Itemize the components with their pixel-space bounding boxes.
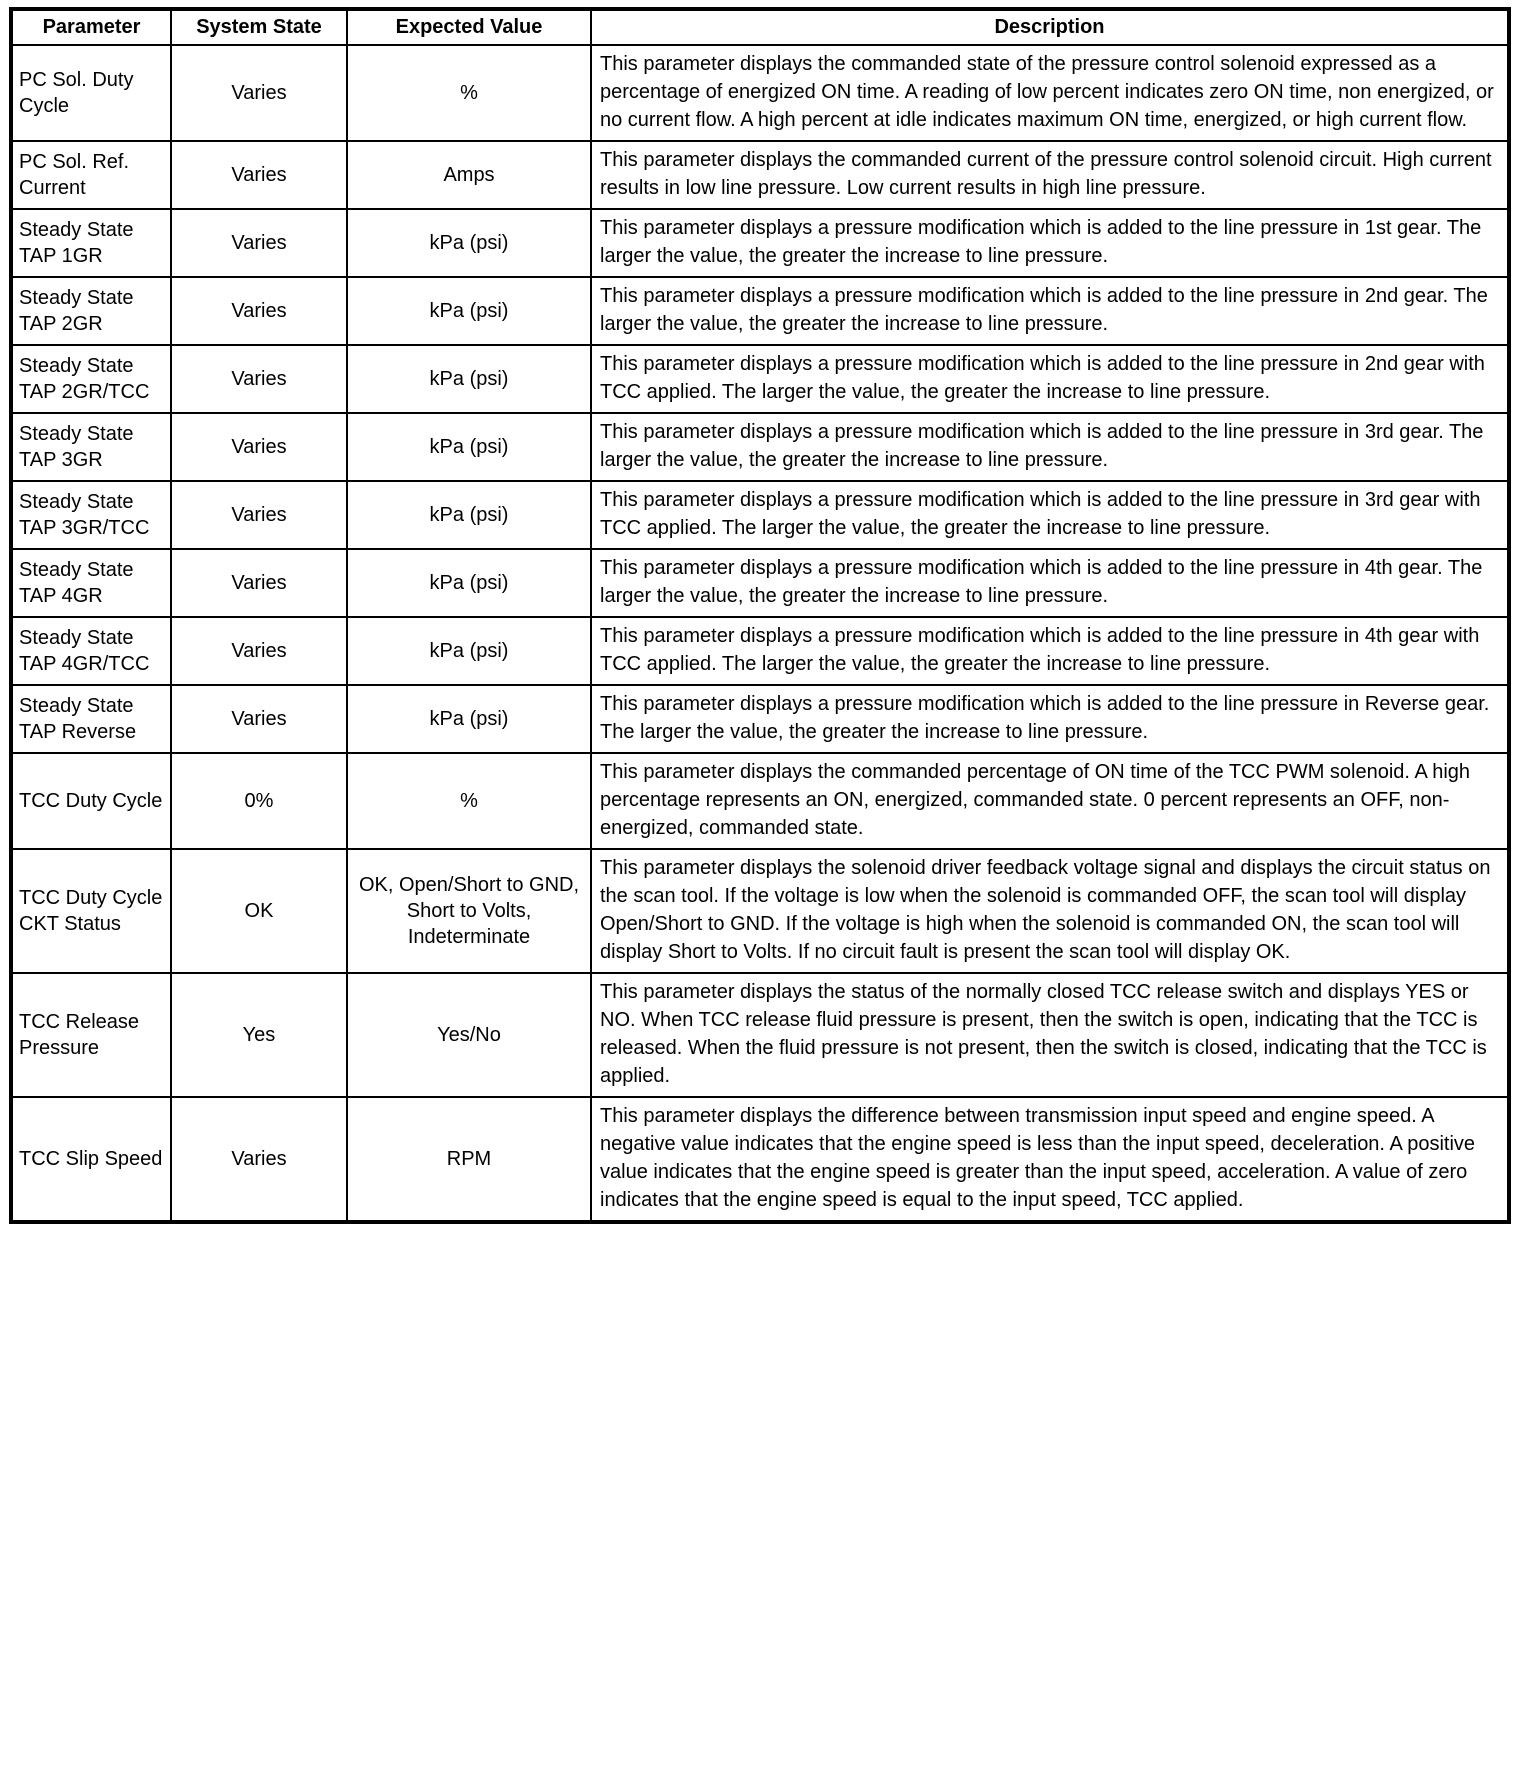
table-row: [11, 277, 1509, 345]
description-cell: This parameter displays a pressure modification which is added to the line pressure in 4th gear. The larger the value, the greater the increase to line pressure.: [591, 549, 1509, 617]
parameter-cell: Steady State TAP 1GR: [11, 209, 171, 277]
expected-value-cell: kPa (psi): [347, 209, 591, 277]
table-row: [11, 849, 1509, 973]
system-state-cell: Varies: [171, 481, 347, 549]
description-cell: This parameter displays a pressure modification which is added to the line pressure in 3rd gear. The larger the value, the greater the increase to line pressure.: [591, 413, 1509, 481]
description-cell: This parameter displays a pressure modification which is added to the line pressure in 2nd gear with TCC applied. The larger the value, the greater the increase to line pressure.: [591, 345, 1509, 413]
expected-value-cell: OK, Open/Short to GND, Short to Volts, Indeterminate: [347, 849, 591, 973]
expected-value-cell: RPM: [347, 1097, 591, 1222]
expected-value-cell: kPa (psi): [347, 481, 591, 549]
parameter-cell: TCC Duty Cycle: [11, 753, 171, 849]
system-state-cell: Varies: [171, 1097, 347, 1222]
parameter-cell: PC Sol. Duty Cycle: [11, 45, 171, 141]
col-header-parameter: Parameter: [11, 9, 171, 45]
parameter-cell: PC Sol. Ref. Current: [11, 141, 171, 209]
system-state-cell: Varies: [171, 413, 347, 481]
table-row: [11, 617, 1509, 685]
description-cell: This parameter displays a pressure modification which is added to the line pressure in 1st gear. The larger the value, the greater the increase to line pressure.: [591, 209, 1509, 277]
expected-value-cell: Yes/No: [347, 973, 591, 1097]
description-cell: This parameter displays the commanded state of the pressure control solenoid expressed as a percentage of energized ON time. A reading of low percent indicates zero ON time, non energized, or no current flow. A high percent at idle indicates maximum ON time, energized, or high current flow.: [591, 45, 1509, 141]
description-cell: This parameter displays the difference between transmission input speed and engine speed. A negative value indicates that the engine speed is less than the input speed, deceleration. A positive value indicates that the engine speed is greater than the input speed, acceleration. A value of zero indicates that the engine speed is equal to the input speed, TCC applied.: [591, 1097, 1509, 1222]
parameter-cell: Steady State TAP Reverse: [11, 685, 171, 753]
table-row: [11, 973, 1509, 1097]
parameter-cell: Steady State TAP 4GR: [11, 549, 171, 617]
expected-value-cell: Amps: [347, 141, 591, 209]
table-row: [11, 1097, 1509, 1222]
expected-value-cell: %: [347, 45, 591, 141]
system-state-cell: 0%: [171, 753, 347, 849]
header-row: [11, 9, 1509, 45]
system-state-cell: Varies: [171, 549, 347, 617]
description-cell: This parameter displays a pressure modification which is added to the line pressure in 3rd gear with TCC applied. The larger the value, the greater the increase to line pressure.: [591, 481, 1509, 549]
parameter-cell: Steady State TAP 2GR: [11, 277, 171, 345]
table-row: [11, 45, 1509, 141]
expected-value-cell: kPa (psi): [347, 617, 591, 685]
parameter-cell: Steady State TAP 3GR/TCC: [11, 481, 171, 549]
system-state-cell: Varies: [171, 617, 347, 685]
description-cell: This parameter displays a pressure modification which is added to the line pressure in 4th gear with TCC applied. The larger the value, the greater the increase to line pressure.: [591, 617, 1509, 685]
parameter-table: [9, 7, 1511, 1224]
description-cell: This parameter displays the status of the normally closed TCC release switch and displays YES or NO. When TCC release fluid pressure is present, then the switch is open, indicating that the TCC is released. When the fluid pressure is not present, then the switch is closed, indicating that the TCC is applied.: [591, 973, 1509, 1097]
parameter-cell: TCC Release Pressure: [11, 973, 171, 1097]
system-state-cell: Varies: [171, 685, 347, 753]
table-row: [11, 685, 1509, 753]
expected-value-cell: kPa (psi): [347, 549, 591, 617]
system-state-cell: Varies: [171, 345, 347, 413]
description-cell: This parameter displays the solenoid driver feedback voltage signal and displays the circuit status on the scan tool. If the voltage is low when the solenoid is commanded OFF, the scan tool will display Open/Short to GND. If the voltage is high when the solenoid is commanded ON, the scan tool will display Short to Volts. If no circuit fault is present the scan tool will display OK.: [591, 849, 1509, 973]
table-row: [11, 413, 1509, 481]
description-cell: This parameter displays a pressure modification which is added to the line pressure in Reverse gear. The larger the value, the greater the increase to line pressure.: [591, 685, 1509, 753]
table-row: [11, 549, 1509, 617]
system-state-cell: Varies: [171, 209, 347, 277]
parameter-cell: Steady State TAP 2GR/TCC: [11, 345, 171, 413]
table-row: [11, 209, 1509, 277]
description-cell: This parameter displays a pressure modification which is added to the line pressure in 2nd gear. The larger the value, the greater the increase to line pressure.: [591, 277, 1509, 345]
col-header-expected-value: Expected Value: [347, 9, 591, 45]
expected-value-cell: kPa (psi): [347, 413, 591, 481]
parameter-cell: TCC Duty Cycle CKT Status: [11, 849, 171, 973]
table-row: [11, 141, 1509, 209]
system-state-cell: Varies: [171, 141, 347, 209]
table-row: [11, 481, 1509, 549]
system-state-cell: Varies: [171, 277, 347, 345]
system-state-cell: OK: [171, 849, 347, 973]
expected-value-cell: kPa (psi): [347, 345, 591, 413]
expected-value-cell: %: [347, 753, 591, 849]
col-header-system-state: System State: [171, 9, 347, 45]
system-state-cell: Varies: [171, 45, 347, 141]
parameter-cell: Steady State TAP 3GR: [11, 413, 171, 481]
expected-value-cell: kPa (psi): [347, 685, 591, 753]
parameter-cell: TCC Slip Speed: [11, 1097, 171, 1222]
description-cell: This parameter displays the commanded current of the pressure control solenoid circuit. High current results in low line pressure. Low current results in high line pressure.: [591, 141, 1509, 209]
expected-value-cell: kPa (psi): [347, 277, 591, 345]
description-cell: This parameter displays the commanded percentage of ON time of the TCC PWM solenoid. A high percentage represents an ON, energized, commanded state. 0 percent represents an OFF, non-energized, commanded state.: [591, 753, 1509, 849]
col-header-description: Description: [591, 9, 1509, 45]
table-row: [11, 753, 1509, 849]
system-state-cell: Yes: [171, 973, 347, 1097]
parameter-cell: Steady State TAP 4GR/TCC: [11, 617, 171, 685]
table-row: [11, 345, 1509, 413]
